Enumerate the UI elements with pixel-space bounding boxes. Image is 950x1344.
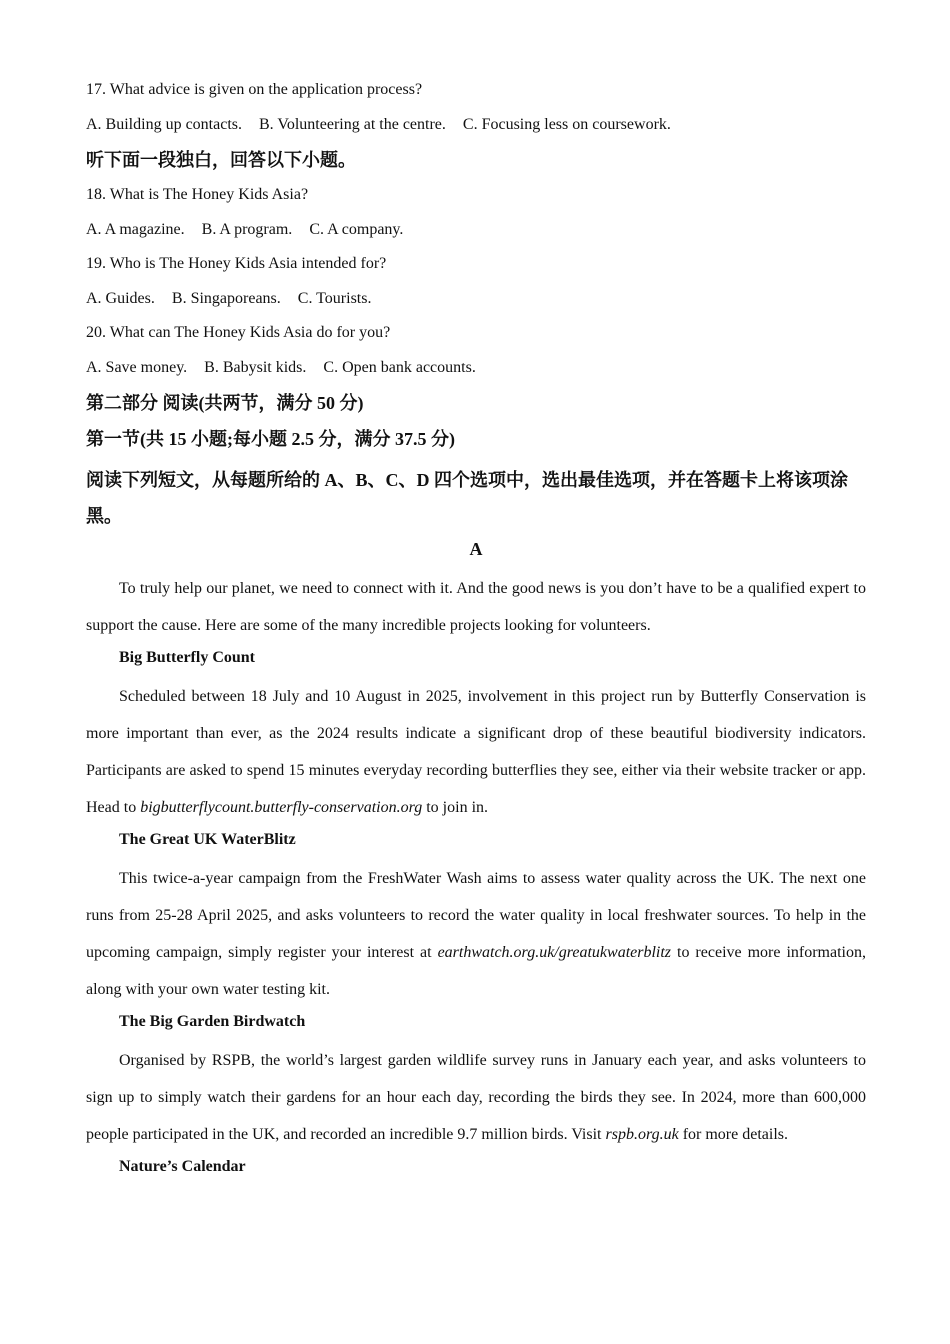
passage-label: A (469, 539, 483, 559)
passage-intro: To truly help our planet, we need to connect with it. And the good news is you don’t have to be a qualified expert to support the cause. Here are some of the many incredible projects looking for volunteers. (86, 580, 866, 634)
question-20: 20. What can The Honey Kids Asia do for you? (86, 324, 391, 341)
website-link: rspb.org.uk (605, 1126, 679, 1143)
option-a: A. Guides. (86, 289, 155, 307)
project-description (86, 1042, 866, 1153)
section-title: 第二部分 阅读(共两节，满分 50 分) (86, 393, 364, 413)
option-b: B. Babysit kids. (204, 358, 307, 376)
question-17-options (86, 113, 866, 137)
question-19: 19. Who is The Honey Kids Asia intended for? (86, 255, 387, 272)
project-title: Big Butterfly Count (119, 649, 255, 666)
text: Organised by RSPB, the world’s largest garden wildlife survey runs in January each year, and asks volunteers to sign up to simply watch their gardens for an hour each day, recording the birds they see. In 2024, more than 600,000 people participated in the UK, and recorded an incredible 9.7 million birds. Visit (86, 1052, 866, 1143)
project-description (86, 678, 866, 826)
option-b: B. A program. (201, 220, 293, 238)
question-19-options (86, 287, 866, 311)
option-a: A. Save money. (86, 358, 188, 376)
option-c: C. Tourists. (297, 289, 372, 307)
website-link: earthwatch.org.uk/greatukwaterblitz (437, 944, 672, 961)
text: to join in. (422, 799, 489, 816)
question-18-options (86, 218, 866, 242)
project-title: The Great UK WaterBlitz (119, 831, 296, 848)
option-c: C. A company. (309, 220, 404, 238)
website-link: bigbutterflycount.butterfly-conservation.org (140, 799, 423, 816)
project-title: Nature’s Calendar (119, 1158, 246, 1175)
project-title: The Big Garden Birdwatch (119, 1013, 306, 1030)
text: for more details. (678, 1126, 788, 1143)
question-18: 18. What is The Honey Kids Asia? (86, 186, 309, 203)
monologue-instruction: 听下面一段独白，回答以下小题。 (86, 150, 356, 170)
option-a: A. Building up contacts. (86, 115, 242, 133)
reading-instruction: 阅读下列短文，从每题所给的 A、B、C、D 四个选项中，选出最佳选项，并在答题卡上将该项涂黑。 (86, 470, 848, 526)
text: Scheduled between 18 July and 10 August in 2025, involvement in this project run by Butterfly Conservation is more important than ever, as the 2024 results indicate a significant drop of these beautiful biodiversity indicators. Participants are asked to spend 15 minutes everyday recording butterflies they see, either via their website tracker or app. Head to (86, 688, 866, 816)
option-c: C. Open bank accounts. (323, 358, 476, 376)
document-page (86, 78, 866, 1187)
option-b: B. Singaporeans. (171, 289, 281, 307)
subsection-title: 第一节(共 15 小题;每小题 2.5 分，满分 37.5 分) (86, 429, 455, 449)
question-17: 17. What advice is given on the application process? (86, 81, 423, 98)
project-description (86, 860, 866, 1008)
text: to receive more information, along with your own water testing kit. (86, 944, 866, 998)
text: This twice-a-year campaign from the FreshWater Wash aims to assess water quality across the UK. The next one runs from 25-28 April 2025, and asks volunteers to record the water quality in local freshwater sources. To help in the upcoming campaign, simply register your interest at (86, 870, 866, 961)
option-a: A. A magazine. (86, 220, 185, 238)
question-20-options (86, 356, 866, 380)
option-c: C. Focusing less on coursework. (462, 115, 671, 133)
option-b: B. Volunteering at the centre. (258, 115, 446, 133)
